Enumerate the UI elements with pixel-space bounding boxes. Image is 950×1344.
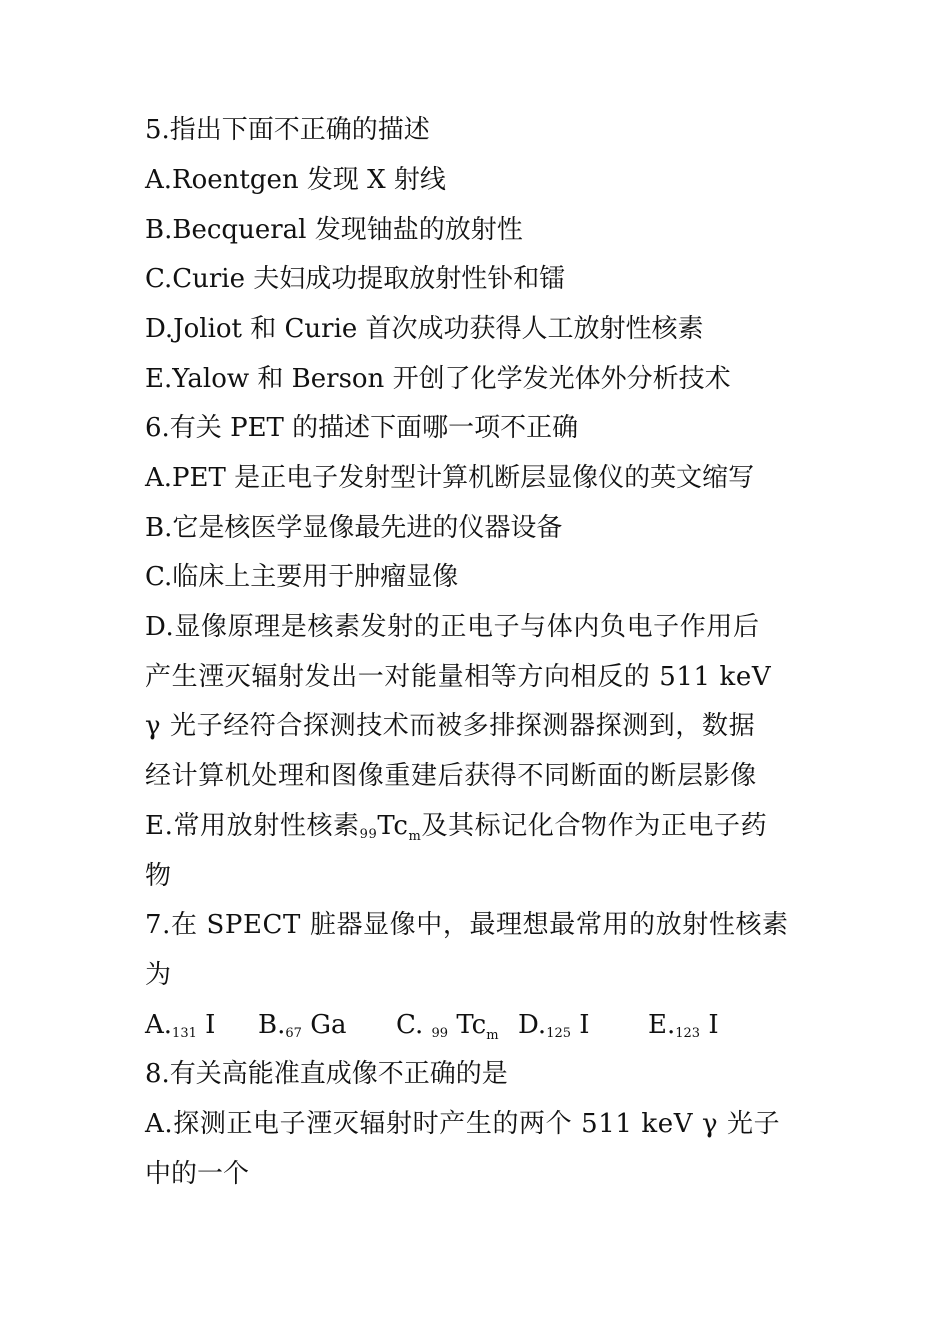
question-6-stem: 6.有关 PET 的描述下面哪一项不正确 [145, 413, 579, 443]
question-5-option-c: C.Curie 夫妇成功提取放射性钋和镭 [145, 264, 566, 294]
isotope-mass-number: 123 [675, 1026, 701, 1041]
option-letter: D. [518, 1010, 547, 1040]
question-6-option-d-line-4: 经计算机处理和图像重建后获得不同断面的断层影像 [145, 761, 757, 791]
isotope-symbol: I [579, 1010, 590, 1040]
question-8-option-a-line-2: 中的一个 [145, 1159, 250, 1189]
question-5-option-a: A.Roentgen 发现 X 射线 [145, 165, 446, 195]
option-letter: B. [258, 1010, 286, 1040]
option-e-prefix: E.常用放射性核素 [145, 811, 360, 841]
option-letter: C. [396, 1010, 424, 1040]
question-7-stem-line-1: 7.在 SPECT 脏器显像中，最理想最常用的放射性核素 [145, 910, 789, 940]
question-7-option-b [258, 1005, 346, 1050]
question-6-option-a: A.PET 是正电子发射型计算机断层显像仪的英文缩写 [145, 463, 755, 493]
question-5-option-e: E.Yalow 和 Berson 开创了化学发光体外分析技术 [145, 364, 731, 394]
option-letter: A. [145, 1010, 173, 1040]
question-7-stem-line-2: 为 [145, 960, 172, 990]
isotope-mass-number: 67 [285, 1026, 302, 1041]
question-6-option-d-line-2: 产生湮灭辐射发出一对能量相等方向相反的 511 keV [145, 662, 772, 692]
question-6-option-b: B.它是核医学显像最先进的仪器设备 [145, 513, 563, 543]
question-7-option-a [145, 1005, 215, 1050]
isotope-mass-number: 99 [431, 1026, 449, 1041]
isotope-symbol: I [205, 1010, 216, 1040]
question-5-option-d: D.Joliot 和 Curie 首次成功获得人工放射性核素 [145, 314, 704, 344]
isotope-symbol: I [708, 1010, 719, 1040]
isotope-mass-number: 131 [172, 1026, 197, 1041]
question-7-option-e [648, 1005, 719, 1050]
question-8-stem: 8.有关高能准直成像不正确的是 [145, 1059, 508, 1089]
question-6-option-e-line-2: 物 [145, 861, 172, 891]
isotope-symbol: Ga [310, 1010, 347, 1040]
question-7-options-row [145, 1005, 815, 1045]
question-6-option-c: C.临床上主要用于肿瘤显像 [145, 562, 459, 592]
option-e-rest: 及其标记化合物作为正电子药 [421, 811, 768, 841]
isotope-metastable-mark: m [408, 829, 422, 844]
isotope-mass-number: 99 [359, 827, 378, 842]
question-5-option-b: B.Becqueral 发现铀盐的放射性 [145, 215, 523, 245]
option-letter: E. [648, 1010, 676, 1040]
question-7-option-c [396, 1005, 499, 1050]
question-5-stem: 5.指出下面不正确的描述 [145, 115, 430, 145]
isotope-symbol: Tc [377, 811, 409, 841]
question-6-option-e-line-1 [145, 806, 815, 846]
isotope-metastable-mark: m [486, 1028, 499, 1043]
isotope-mass-number: 125 [546, 1026, 572, 1041]
question-6-option-d-line-3: γ 光子经符合探测技术而被多排探测器探测到，数据 [145, 711, 756, 741]
question-8-option-a-line-1: A.探测正电子湮灭辐射时产生的两个 511 keV γ 光子 [145, 1109, 781, 1139]
question-7-option-d [518, 1005, 590, 1050]
isotope-symbol: Tc [456, 1010, 487, 1040]
question-6-option-d-line-1: D.显像原理是核素发射的正电子与体内负电子作用后 [145, 612, 760, 642]
